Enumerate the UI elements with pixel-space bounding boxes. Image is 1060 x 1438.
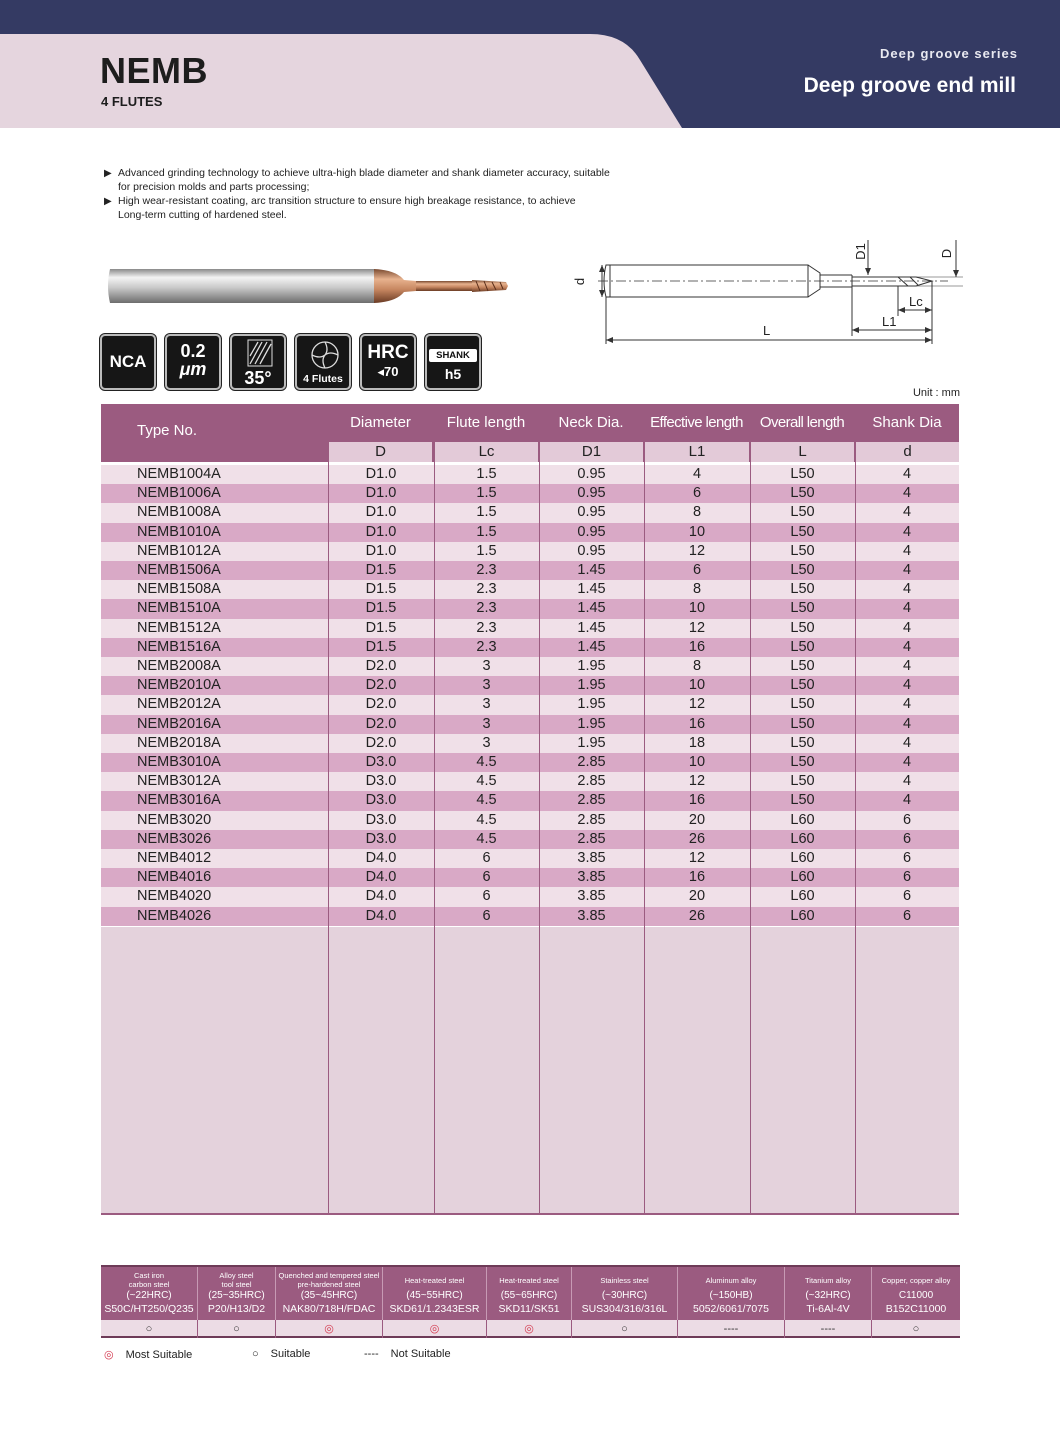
table-row xyxy=(101,734,959,753)
cell-overall-length: L50 xyxy=(790,696,815,713)
feature-item: ▶ High wear-resistant coating, arc transition structure to ensure high breakage resistance, to achieve Long-term cutting of hardened steel. xyxy=(104,195,576,221)
material-header-cell xyxy=(784,1267,871,1322)
technical-drawing xyxy=(568,236,978,361)
material-header-cell xyxy=(275,1267,382,1322)
cell-type-no: NEMB2018A xyxy=(137,734,221,751)
material-header-cell xyxy=(571,1267,677,1322)
table-row xyxy=(101,580,959,599)
cell-diameter: D1.5 xyxy=(365,638,397,655)
material-grades: SUS304/316/316L xyxy=(581,1303,668,1315)
column-divider xyxy=(434,404,435,1215)
cell-shank-dia: 4 xyxy=(902,658,912,674)
material-grades: NAK80/718H/FDAC xyxy=(282,1303,376,1315)
table-row xyxy=(101,695,959,714)
suitable-icon: ○ xyxy=(197,1320,275,1338)
cell-diameter: D1.5 xyxy=(365,581,397,598)
table-row xyxy=(101,715,959,734)
shank-tolerance-badge: SHANK h5 xyxy=(425,334,481,390)
material-name: Titanium alloy xyxy=(805,1276,851,1285)
legend-not-suitable: ---- Not Suitable xyxy=(364,1348,451,1360)
cell-diameter: D1.0 xyxy=(365,466,397,482)
cell-neck-dia: 0.95 xyxy=(577,542,606,559)
column-divider xyxy=(539,404,540,1215)
material-hardness: (~30HRC) xyxy=(601,1290,648,1301)
material-name: Heat-treated steel xyxy=(404,1276,465,1285)
bullet-arrow-icon: ▶ xyxy=(104,168,112,179)
legend-suitable: ○ Suitable xyxy=(252,1348,311,1360)
cell-effective-length: 12 xyxy=(688,542,706,559)
cell-type-no: NEMB2008A xyxy=(137,658,221,674)
cell-flute-length: 3 xyxy=(482,734,491,751)
cell-effective-length: 16 xyxy=(688,869,706,886)
cell-effective-length: 6 xyxy=(692,562,702,578)
cell-neck-dia: 0.95 xyxy=(577,466,606,482)
cell-effective-length: 12 xyxy=(688,696,706,713)
cell-neck-dia: 1.95 xyxy=(577,696,606,713)
cell-effective-length: 6 xyxy=(692,485,702,502)
cell-effective-length: 8 xyxy=(692,658,702,674)
cell-diameter: D1.0 xyxy=(365,523,397,540)
cell-diameter: D1.0 xyxy=(365,504,397,521)
cell-diameter: D1.0 xyxy=(365,485,397,502)
product-flutes: 4 FLUTES xyxy=(101,94,163,109)
cell-flute-length: 6 xyxy=(482,850,491,866)
cell-shank-dia: 6 xyxy=(902,907,912,924)
suitable-icon: ○ xyxy=(571,1320,677,1338)
cell-flute-length: 4.5 xyxy=(476,754,497,770)
cell-type-no: NEMB4020 xyxy=(137,888,212,905)
table-row xyxy=(101,676,959,695)
suitable-icon: ○ xyxy=(871,1320,960,1338)
cell-type-no: NEMB4012 xyxy=(137,850,212,866)
cell-diameter: D3.0 xyxy=(365,773,397,790)
material-grades: B152C11000 xyxy=(885,1303,947,1315)
cell-diameter: D1.5 xyxy=(365,600,397,617)
cell-flute-length: 3 xyxy=(482,715,491,732)
material-grades: 5052/6061/7075 xyxy=(693,1303,769,1315)
cell-shank-dia: 4 xyxy=(902,773,912,790)
end-mill-photo xyxy=(104,262,514,310)
cell-flute-length: 1.5 xyxy=(476,542,497,559)
not-suitable-icon: ---- xyxy=(364,1348,379,1360)
cell-shank-dia: 6 xyxy=(902,869,912,886)
table-row xyxy=(101,868,959,887)
cell-neck-dia: 3.85 xyxy=(577,850,606,866)
material-rating-row xyxy=(101,1320,960,1338)
material-name: Alloy steel tool steel xyxy=(219,1271,254,1289)
cell-effective-length: 12 xyxy=(688,850,706,866)
material-name: Stainless steel xyxy=(600,1276,649,1285)
material-grades: P20/H13/D2 xyxy=(207,1303,266,1315)
cell-type-no: NEMB2010A xyxy=(137,677,221,694)
cell-flute-length: 2.3 xyxy=(476,638,497,655)
header-flute-length: Flute length xyxy=(446,414,526,431)
cell-diameter: D4.0 xyxy=(365,907,397,924)
header-shank-dia: Shank Dia xyxy=(872,414,942,431)
cell-effective-length: 10 xyxy=(688,754,706,770)
cell-type-no: NEMB1516A xyxy=(137,638,221,655)
table-row xyxy=(101,772,959,791)
cell-neck-dia: 3.85 xyxy=(577,907,606,924)
material-name: Heat-treated steel xyxy=(499,1276,559,1285)
series-label: Deep groove series xyxy=(880,46,1018,61)
cell-diameter: D2.0 xyxy=(365,696,397,713)
flutes-badge: 4 Flutes xyxy=(295,334,351,390)
dim-label-D: D xyxy=(939,248,955,259)
material-header-cell xyxy=(871,1267,960,1322)
cell-overall-length: L60 xyxy=(790,869,815,886)
cell-overall-length: L50 xyxy=(790,466,815,482)
column-divider xyxy=(644,404,645,1215)
cell-shank-dia: 4 xyxy=(902,638,912,655)
cell-effective-length: 26 xyxy=(688,907,706,924)
coating-badge: NCA xyxy=(100,334,156,390)
cell-shank-dia: 4 xyxy=(902,696,912,713)
cell-overall-length: L50 xyxy=(790,485,815,502)
cell-shank-dia: 4 xyxy=(902,792,912,809)
cell-diameter: D3.0 xyxy=(365,754,397,770)
material-hardness: (~32HRC) xyxy=(805,1290,851,1301)
cell-diameter: D1.5 xyxy=(365,562,397,578)
cell-shank-dia: 4 xyxy=(902,562,912,578)
column-divider xyxy=(855,404,856,1215)
material-name: Quenched and tempered steel pre-hardened steel xyxy=(278,1271,380,1289)
table-row xyxy=(101,523,959,542)
table-row xyxy=(101,638,959,657)
cell-shank-dia: 4 xyxy=(902,619,912,636)
cell-diameter: D3.0 xyxy=(365,792,397,809)
material-header-cell xyxy=(486,1267,571,1322)
cell-neck-dia: 1.95 xyxy=(577,658,606,674)
dim-label-d: d xyxy=(572,277,588,286)
cell-shank-dia: 6 xyxy=(902,830,912,847)
cell-neck-dia: 2.85 xyxy=(577,830,606,847)
cell-flute-length: 1.5 xyxy=(476,485,497,502)
material-header-cell xyxy=(382,1267,486,1322)
cell-flute-length: 2.3 xyxy=(476,619,497,636)
cell-diameter: D3.0 xyxy=(365,811,397,828)
cell-neck-dia: 2.85 xyxy=(577,773,606,790)
material-header-row xyxy=(101,1265,960,1320)
cell-overall-length: L60 xyxy=(790,850,815,866)
cell-overall-length: L50 xyxy=(790,792,815,809)
material-header-cell xyxy=(101,1267,197,1322)
material-header-cell xyxy=(677,1267,784,1322)
cell-overall-length: L50 xyxy=(790,562,815,578)
header-diameter: Diameter xyxy=(350,414,411,431)
not-suitable-icon: ---- xyxy=(784,1320,871,1338)
cell-shank-dia: 4 xyxy=(902,754,912,770)
material-hardness: (35~45HRC) xyxy=(300,1290,358,1301)
cell-diameter: D1.0 xyxy=(365,542,397,559)
table-row xyxy=(101,887,959,906)
cell-neck-dia: 2.85 xyxy=(577,811,606,828)
cell-shank-dia: 4 xyxy=(902,504,912,521)
cell-type-no: NEMB3016A xyxy=(137,792,221,809)
cell-effective-length: 4 xyxy=(692,466,702,482)
cell-flute-length: 6 xyxy=(482,888,491,905)
cell-shank-dia: 6 xyxy=(902,888,912,905)
tolerance-badge: 0.2 μm xyxy=(165,334,221,390)
cell-flute-length: 4.5 xyxy=(476,773,497,790)
cell-flute-length: 4.5 xyxy=(476,811,497,828)
header-overall-length: Overall length xyxy=(759,414,845,431)
cell-overall-length: L60 xyxy=(790,811,815,828)
table-row xyxy=(101,907,959,926)
table-row xyxy=(101,542,959,561)
material-grades: S50C/HT250/Q235 xyxy=(104,1303,194,1315)
material-name: Cast iron carbon steel xyxy=(128,1271,170,1289)
cell-shank-dia: 4 xyxy=(902,466,912,482)
cell-type-no: NEMB1510A xyxy=(137,600,221,617)
cell-type-no: NEMB2012A xyxy=(137,696,221,713)
subheader-Lc: Lc xyxy=(435,442,538,462)
cell-shank-dia: 4 xyxy=(902,600,912,617)
most-suitable-icon: ◎ xyxy=(104,1349,114,1361)
unit-label: Unit : mm xyxy=(912,387,960,399)
cell-flute-length: 3 xyxy=(482,696,491,713)
cell-neck-dia: 1.45 xyxy=(577,581,606,598)
cell-neck-dia: 2.85 xyxy=(577,792,606,809)
cell-overall-length: L60 xyxy=(790,907,815,924)
cell-overall-length: L60 xyxy=(790,830,815,847)
cell-overall-length: L50 xyxy=(790,638,815,655)
cell-shank-dia: 6 xyxy=(902,811,912,828)
table-row xyxy=(101,849,959,868)
cell-neck-dia: 3.85 xyxy=(577,888,606,905)
cell-overall-length: L50 xyxy=(790,754,815,770)
cell-effective-length: 20 xyxy=(688,888,706,905)
dim-label-L: L xyxy=(763,323,771,338)
dim-label-D1: D1 xyxy=(852,243,868,260)
product-category-title: Deep groove end mill xyxy=(803,74,1016,97)
cell-overall-length: L50 xyxy=(790,581,815,598)
cell-effective-length: 10 xyxy=(688,677,706,694)
cell-neck-dia: 0.95 xyxy=(577,504,606,521)
cell-effective-length: 10 xyxy=(688,523,706,540)
material-hardness: (55~65HRC) xyxy=(500,1290,558,1301)
cell-flute-length: 3 xyxy=(482,677,491,694)
cell-overall-length: L60 xyxy=(790,888,815,905)
table-row xyxy=(101,753,959,772)
column-divider xyxy=(328,404,329,1215)
cell-neck-dia: 2.85 xyxy=(577,754,606,770)
cell-flute-length: 4.5 xyxy=(476,792,497,809)
cell-type-no: NEMB1006A xyxy=(137,485,221,502)
cell-flute-length: 2.3 xyxy=(476,581,497,598)
cell-effective-length: 18 xyxy=(688,734,706,751)
cell-effective-length: 12 xyxy=(688,619,706,636)
material-hardness: (~22HRC) xyxy=(126,1290,172,1301)
page-header xyxy=(0,0,1060,128)
material-header-cell xyxy=(197,1267,275,1322)
material-grades: SKD11/SK51 xyxy=(498,1303,560,1315)
cell-overall-length: L50 xyxy=(790,734,815,751)
cell-type-no: NEMB1004A xyxy=(137,466,221,482)
table-empty-area xyxy=(101,927,959,1215)
suitable-icon: ○ xyxy=(252,1348,259,1360)
cell-overall-length: L50 xyxy=(790,715,815,732)
feature-item: ▶ Advanced grinding technology to achieve ultra-high blade diameter and shank diameter accuracy, suitable for precision molds and parts processing; xyxy=(104,167,610,193)
header-effective-length: Effective length xyxy=(650,414,743,431)
cell-overall-length: L50 xyxy=(790,523,815,540)
cell-diameter: D2.0 xyxy=(365,677,397,694)
material-hardness: (~150HB) xyxy=(709,1290,753,1301)
cell-flute-length: 1.5 xyxy=(476,504,497,521)
cell-type-no: NEMB3020 xyxy=(137,811,212,828)
cell-shank-dia: 4 xyxy=(902,734,912,751)
dim-label-Lc: Lc xyxy=(909,294,923,309)
cell-diameter: D2.0 xyxy=(365,734,397,751)
cell-flute-length: 6 xyxy=(482,907,491,924)
cell-type-no: NEMB1008A xyxy=(137,504,221,521)
cell-effective-length: 16 xyxy=(688,792,706,809)
suitable-icon: ○ xyxy=(145,1323,153,1335)
helix-flute-icon xyxy=(234,338,286,368)
cell-type-no: NEMB3026 xyxy=(137,830,212,847)
cell-diameter: D4.0 xyxy=(365,869,397,886)
cell-neck-dia: 1.45 xyxy=(577,619,606,636)
material-hardness: (25~35HRC) xyxy=(208,1290,265,1301)
cell-type-no: NEMB4026 xyxy=(137,907,212,924)
hrc-badge: HRC ◂70 xyxy=(360,334,416,390)
cell-diameter: D1.5 xyxy=(365,619,397,636)
product-model: NEMB xyxy=(100,50,208,91)
cell-neck-dia: 1.95 xyxy=(577,715,606,732)
cell-diameter: D3.0 xyxy=(365,830,397,847)
header-type-no: Type No. xyxy=(137,422,198,439)
legend-most-suitable: ◎ Most Suitable xyxy=(104,1349,193,1361)
column-divider xyxy=(750,404,751,1215)
material-name: Copper, copper alloy xyxy=(881,1276,951,1285)
cell-effective-length: 8 xyxy=(692,581,702,598)
cell-diameter: D2.0 xyxy=(365,658,397,674)
not-suitable-icon: ---- xyxy=(677,1320,784,1338)
cell-overall-length: L50 xyxy=(790,619,815,636)
material-hardness: (45~55HRC) xyxy=(406,1290,463,1301)
helix-angle-badge: 35° xyxy=(230,334,286,390)
cell-overall-length: L50 xyxy=(790,658,815,674)
cell-neck-dia: 3.85 xyxy=(577,869,606,886)
cell-effective-length: 8 xyxy=(692,504,702,521)
header-neck-dia: Neck Dia. xyxy=(558,414,624,431)
table-row xyxy=(101,561,959,580)
material-grades: Ti-6Al-4V xyxy=(806,1303,850,1315)
cell-flute-length: 1.5 xyxy=(476,523,497,540)
cell-overall-length: L50 xyxy=(790,504,815,521)
cell-shank-dia: 4 xyxy=(902,677,912,694)
cell-shank-dia: 4 xyxy=(902,581,912,598)
cell-type-no: NEMB4016 xyxy=(137,869,212,886)
most-suitable-icon: ◎ xyxy=(382,1320,486,1338)
cell-overall-length: L50 xyxy=(790,677,815,694)
feature-list xyxy=(104,166,644,222)
cell-neck-dia: 0.95 xyxy=(577,485,606,502)
cell-flute-length: 2.3 xyxy=(476,562,497,578)
cell-diameter: D2.0 xyxy=(365,715,397,732)
cell-type-no: NEMB1508A xyxy=(137,581,221,598)
subheader-L: L xyxy=(751,442,854,462)
cell-shank-dia: 6 xyxy=(902,850,912,866)
spec-table-header xyxy=(101,404,959,462)
cell-type-no: NEMB1506A xyxy=(137,562,221,578)
cell-type-no: NEMB3010A xyxy=(137,754,221,770)
subheader-D: D xyxy=(329,442,432,462)
material-name: Aluminum alloy xyxy=(705,1276,757,1285)
table-row xyxy=(101,465,959,484)
cell-shank-dia: 4 xyxy=(902,542,912,559)
cell-type-no: NEMB3012A xyxy=(137,773,221,790)
cell-type-no: NEMB1012A xyxy=(137,542,221,559)
table-row xyxy=(101,811,959,830)
four-flute-cross-section-icon xyxy=(299,338,351,372)
cell-effective-length: 20 xyxy=(688,811,706,828)
bullet-arrow-icon: ▶ xyxy=(104,196,112,207)
table-row xyxy=(101,657,959,676)
cell-flute-length: 4.5 xyxy=(476,830,497,847)
table-row xyxy=(101,791,959,810)
cell-neck-dia: 1.95 xyxy=(577,677,606,694)
dim-label-L1: L1 xyxy=(882,314,897,329)
subheader-L1: L1 xyxy=(645,442,749,462)
cell-neck-dia: 0.95 xyxy=(577,523,606,540)
material-grades: SKD61/1.2343ESR xyxy=(389,1303,480,1315)
cell-type-no: NEMB1512A xyxy=(137,619,221,636)
cell-shank-dia: 4 xyxy=(902,715,912,732)
subheader-D1: D1 xyxy=(540,442,643,462)
table-row xyxy=(101,619,959,638)
cell-effective-length: 10 xyxy=(688,600,706,617)
cell-flute-length: 3 xyxy=(482,658,491,674)
table-row xyxy=(101,599,959,618)
table-row xyxy=(101,830,959,849)
cell-type-no: NEMB2016A xyxy=(137,715,221,732)
material-hardness: C11000 xyxy=(898,1290,934,1301)
cell-effective-length: 16 xyxy=(688,638,706,655)
cell-flute-length: 2.3 xyxy=(476,600,497,617)
cell-overall-length: L50 xyxy=(790,542,815,559)
cell-effective-length: 26 xyxy=(688,830,706,847)
cell-type-no: NEMB1010A xyxy=(137,523,221,540)
cell-flute-length: 1.5 xyxy=(476,466,497,482)
cell-neck-dia: 1.95 xyxy=(577,734,606,751)
table-row xyxy=(101,503,959,522)
cell-neck-dia: 1.45 xyxy=(577,600,606,617)
subheader-d: d xyxy=(856,442,959,462)
cell-neck-dia: 1.45 xyxy=(577,562,606,578)
cell-diameter: D4.0 xyxy=(365,850,397,866)
table-row xyxy=(101,484,959,503)
cell-overall-length: L50 xyxy=(790,600,815,617)
cell-neck-dia: 1.45 xyxy=(577,638,606,655)
cell-shank-dia: 4 xyxy=(902,523,912,540)
cell-shank-dia: 4 xyxy=(902,485,912,502)
most-suitable-icon: ◎ xyxy=(486,1320,571,1338)
most-suitable-icon: ◎ xyxy=(275,1320,382,1338)
cell-effective-length: 12 xyxy=(688,773,706,790)
cell-overall-length: L50 xyxy=(790,773,815,790)
cell-flute-length: 6 xyxy=(482,869,491,886)
cell-diameter: D4.0 xyxy=(365,888,397,905)
cell-effective-length: 16 xyxy=(688,715,706,732)
